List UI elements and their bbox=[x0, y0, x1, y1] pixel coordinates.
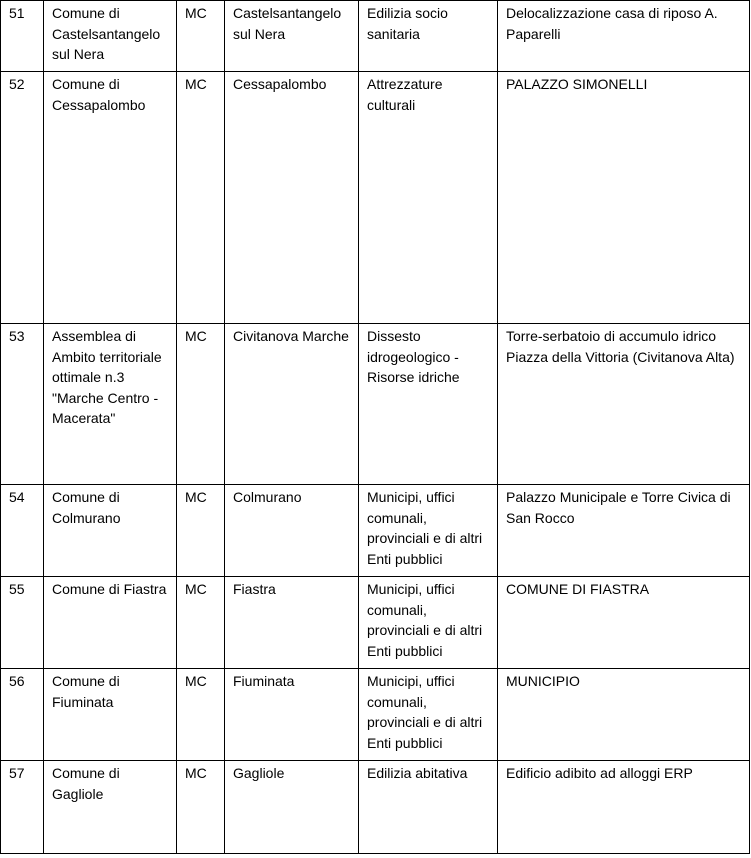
province-cell: MC bbox=[177, 1, 225, 72]
intervention-cell: Delocalizzazione casa di riposo A. Paparelli bbox=[498, 1, 750, 72]
province-cell: MC bbox=[177, 485, 225, 577]
ente-cell: Comune di Fiuminata bbox=[44, 669, 177, 761]
ente-cell: Comune di Cessapalombo bbox=[44, 72, 177, 324]
comune-cell: Civitanova Marche bbox=[225, 324, 359, 485]
row-number: 56 bbox=[1, 669, 44, 761]
intervention-cell: Edificio adibito ad alloggi ERP bbox=[498, 761, 750, 854]
ente-cell: Comune di Gagliole bbox=[44, 761, 177, 854]
row-number: 54 bbox=[1, 485, 44, 577]
comune-cell: Castelsantangelo sul Nera bbox=[225, 1, 359, 72]
province-cell: MC bbox=[177, 72, 225, 324]
intervention-cell: MUNICIPIO bbox=[498, 669, 750, 761]
category-cell: Edilizia abitativa bbox=[359, 761, 498, 854]
comune-cell: Colmurano bbox=[225, 485, 359, 577]
category-cell: Municipi, uffici comunali, provinciali e di altri Enti pubblici bbox=[359, 577, 498, 669]
ente-cell: Assemblea di Ambito territoriale ottimale n.3 "Marche Centro - Macerata" bbox=[44, 324, 177, 485]
category-cell: Dissesto idrogeologico - Risorse idriche bbox=[359, 324, 498, 485]
row-number: 52 bbox=[1, 72, 44, 324]
row-number: 57 bbox=[1, 761, 44, 854]
ente-cell: Comune di Fiastra bbox=[44, 577, 177, 669]
comune-cell: Fiastra bbox=[225, 577, 359, 669]
intervention-cell: PALAZZO SIMONELLI bbox=[498, 72, 750, 324]
intervention-cell: COMUNE DI FIASTRA bbox=[498, 577, 750, 669]
row-number: 55 bbox=[1, 577, 44, 669]
ente-cell: Comune di Castelsantangelo sul Nera bbox=[44, 1, 177, 72]
table-row bbox=[1, 577, 750, 669]
category-cell: Municipi, uffici comunali, provinciali e di altri Enti pubblici bbox=[359, 485, 498, 577]
comune-cell: Gagliole bbox=[225, 761, 359, 854]
category-cell: Attrezzature culturali bbox=[359, 72, 498, 324]
comune-cell: Fiuminata bbox=[225, 669, 359, 761]
table-row bbox=[1, 324, 750, 485]
province-cell: MC bbox=[177, 324, 225, 485]
row-number: 51 bbox=[1, 1, 44, 72]
category-cell: Edilizia socio sanitaria bbox=[359, 1, 498, 72]
intervention-cell: Torre-serbatoio di accumulo idrico Piazza della Vittoria (Civitanova Alta) bbox=[498, 324, 750, 485]
table-row bbox=[1, 761, 750, 854]
table-row bbox=[1, 72, 750, 324]
table-row bbox=[1, 485, 750, 577]
province-cell: MC bbox=[177, 669, 225, 761]
ente-cell: Comune di Colmurano bbox=[44, 485, 177, 577]
province-cell: MC bbox=[177, 577, 225, 669]
table-row bbox=[1, 669, 750, 761]
intervention-cell: Palazzo Municipale e Torre Civica di San Rocco bbox=[498, 485, 750, 577]
table-row bbox=[1, 1, 750, 72]
comune-cell: Cessapalombo bbox=[225, 72, 359, 324]
province-cell: MC bbox=[177, 761, 225, 854]
row-number: 53 bbox=[1, 324, 44, 485]
category-cell: Municipi, uffici comunali, provinciali e di altri Enti pubblici bbox=[359, 669, 498, 761]
